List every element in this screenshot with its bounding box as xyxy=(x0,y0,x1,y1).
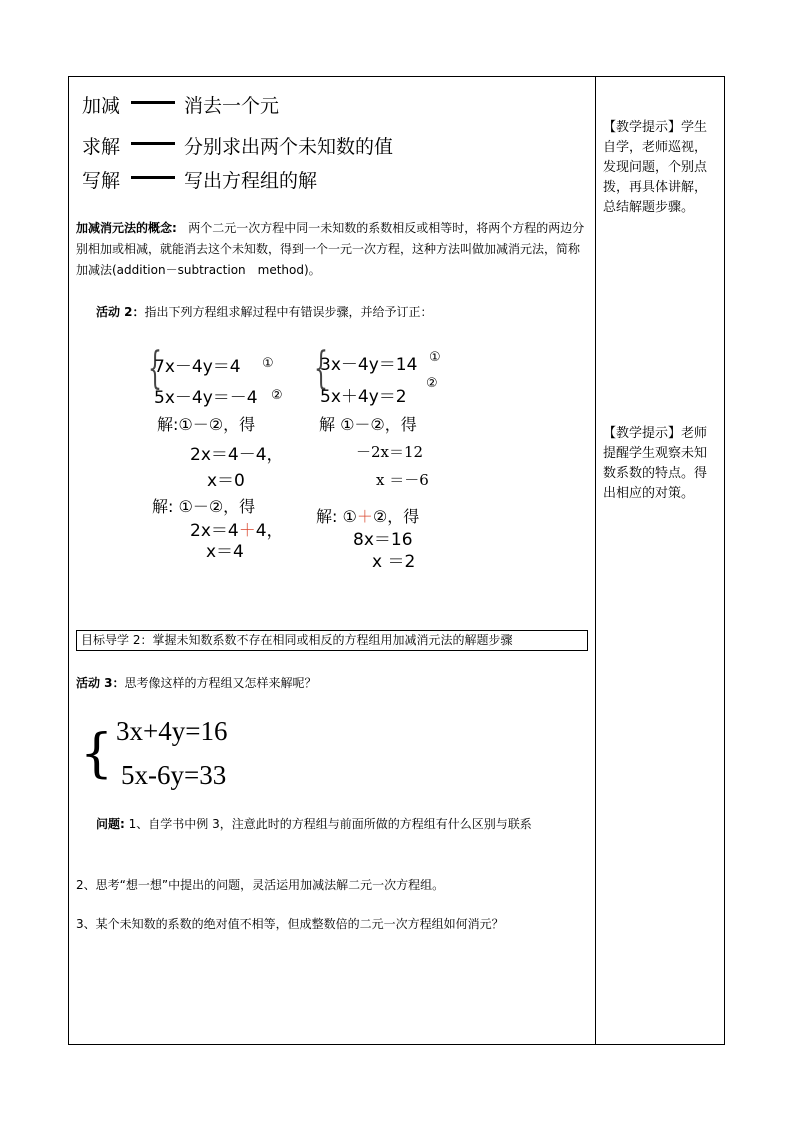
question-2: 2、思考“想一想”中提出的问题，灵活运用加减法解二元一次方程组。 xyxy=(76,878,445,892)
step-dash-3 xyxy=(131,176,175,179)
system2-mark1: ① xyxy=(429,350,441,365)
step-text-add: 消去一个元 xyxy=(184,95,280,117)
teaching-tip-1: 【教学提示】学生自学，老师巡视，发现问题，个别点拨，再具体讲解，总结解题步骤。 xyxy=(603,120,708,215)
system1-sol1-line2: 2x＝4－4， xyxy=(190,445,284,465)
system1-sol2-corrected-op: ＋ xyxy=(238,521,256,541)
activity3-eq2: 5x-6y=33 xyxy=(121,760,227,790)
system1-sol2-line3: x＝4 xyxy=(206,542,244,562)
concept-title: 加减消元法的概念: xyxy=(76,221,177,235)
brace-system2: { xyxy=(314,343,328,394)
concept-paragraph xyxy=(76,218,588,281)
step-dash-2 xyxy=(131,142,175,145)
system2-sol1-line1: 解 ①－②，得 xyxy=(319,415,417,434)
activity2-title: 活动 2： xyxy=(96,305,145,319)
system1-eq2: 5x－4y＝－4 xyxy=(154,388,258,408)
system2-sol2-line1-a: 解: ① xyxy=(316,507,357,526)
step-label-solve: 求解 xyxy=(82,136,121,158)
goal2-box: 目标导学 2：掌握未知数系数不存在相同或相反的方程组用加减消元法的解题步骤 xyxy=(76,630,588,651)
step-label-write: 写解 xyxy=(82,170,121,192)
activity3-eq1: 3x+4y=16 xyxy=(116,716,228,746)
step-label-add: 加减 xyxy=(82,95,121,117)
question-1-text: 1、自学书中例 3，注意此时的方程组与前面所做的方程组有什么区别与联系 xyxy=(128,817,532,831)
question-3: 3、某个未知数的系数的绝对值不相等，但成整数倍的二元一次方程组如何消元？ xyxy=(76,917,504,931)
question-1 xyxy=(76,814,588,835)
system1-sol2-line2-b: 4， xyxy=(255,521,284,541)
activity3-line xyxy=(76,672,317,694)
system1-eq1: 7x－4y＝4 xyxy=(154,357,241,377)
concept-body: 两个二元一次方程中同一未知数的系数相反或相等时，将两个方程的两边分别相加或相减，就能消去这个未知数，得到一个一元一次方程，这种方法叫做加减消元法，简称加减法(addition－subtraction method)。 xyxy=(76,221,585,277)
questions-title: 问题: xyxy=(96,817,125,831)
system2-sol2-corrected-op: ＋ xyxy=(356,507,373,526)
system2-sol2-line2: 8x＝16 xyxy=(353,530,413,550)
system2-mark2: ② xyxy=(426,376,438,391)
system1-mark1: ① xyxy=(262,356,274,371)
system1-sol2-line1: 解: ①－②，得 xyxy=(152,497,256,516)
system1-sol1-line1: 解:①－②，得 xyxy=(157,415,256,434)
activity3-title: 活动 3： xyxy=(76,676,125,690)
step-text-solve: 分别求出两个未知数的值 xyxy=(184,136,394,158)
brace-system1: { xyxy=(148,343,162,394)
system2-sol2-line1 xyxy=(316,504,419,527)
column-divider xyxy=(595,76,596,1045)
activity2-text: 指出下列方程组求解过程中有错误步骤，并给予订正： xyxy=(144,305,433,319)
system2-sol2-line1-b: ②，得 xyxy=(372,507,420,526)
system1-sol1-line3: x＝0 xyxy=(207,471,245,491)
system2-sol2-line3: x ＝2 xyxy=(372,552,416,572)
brace-activity3: { xyxy=(80,724,114,784)
step-dash-1 xyxy=(131,101,175,104)
system2-eq1: 3x－4y＝14 xyxy=(320,355,418,375)
system1-sol2-line2-a: 2x＝4 xyxy=(190,521,239,541)
teaching-tip-2: 【教学提示】老师提醒学生观察未知数系数的特点。得出相应的对策。 xyxy=(603,426,708,501)
system2-eq2: 5x＋4y＝2 xyxy=(320,387,407,407)
activity2-line xyxy=(96,301,433,323)
system1-mark2: ② xyxy=(271,388,283,403)
step-text-write: 写出方程组的解 xyxy=(184,170,318,192)
system2-sol1-line2: －2x＝12 xyxy=(356,443,424,461)
system2-sol1-line3: x ＝－6 xyxy=(376,471,429,489)
activity3-text: 思考像这样的方程组又怎样来解呢？ xyxy=(124,676,317,690)
